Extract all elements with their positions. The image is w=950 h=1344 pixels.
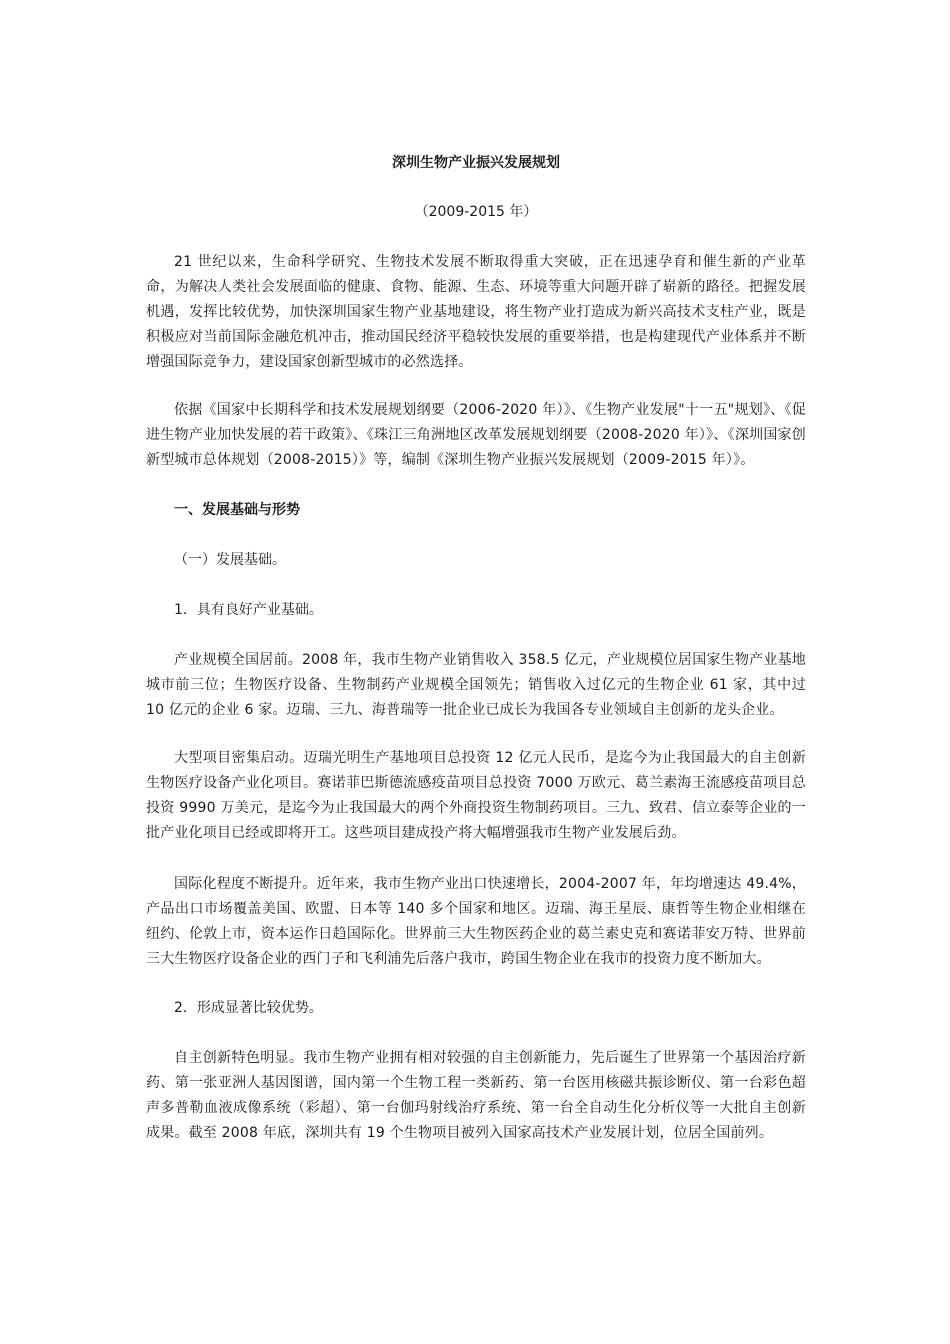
- document-subtitle: （2009-2015 年）: [414, 204, 538, 220]
- paragraph-internationalization: 国际化程度不断提升。近年来，我市生物产业出口快速增长，2004-2007 年，年均增速达 49.4%，产品出口市场覆盖美国、欧盟、日本等 140 多个国家和地区。迈瑞、海王星辰、康哲等生物企业相继在纽约、伦敦上市，资本运作日趋国际化。世界前三大生物医药企业的葛兰素史克和赛诺菲安万特、世界前三大生物医疗设备企业的西门子和飞利浦先后落户我市，跨国生物企业在我市的投资力度不断加大。: [146, 876, 806, 967]
- paragraph-major-projects: 大型项目密集启动。迈瑞光明生产基地项目总投资 12 亿元人民币，是迄今为止我国最大的自主创新生物医疗设备产业化项目。赛诺菲巴斯德流感疫苗项目总投资 7000 万欧元、葛兰素海王流感疫苗项目总投资 9990 万美元，是迄今为止我国最大的两个外商投资生物制药项目。三九、致君、信立泰等企业的一批产业化项目已经或即将开工。这些项目建成投产将大幅增强我市生物产业发展后劲。: [146, 750, 806, 841]
- paragraph-innovation: 自主创新特色明显。我市生物产业拥有相对较强的自主创新能力，先后诞生了世界第一个基因治疗新药、第一张亚洲人基因图谱，国内第一个生物工程一类新药、第一台医用核磁共振诊断仪、第一台彩色超声多普勒血液成像系统（彩超）、第一台伽玛射线治疗系统、第一台全自动生化分析仪等一大批自主创新成果。截至 2008 年底，深圳共有 19 个生物项目被列入国家高技术产业发展计划，位居全国前列。: [146, 1050, 806, 1141]
- paragraph-industry-scale: 产业规模全国居前。2008 年，我市生物产业销售收入 358.5 亿元，产业规模位居国家生物产业基地城市前三位；生物医疗设备、生物制药产业规模全国领先；销售收入过亿元的生物企业 61 家，其中过 10 亿元的企业 6 家。迈瑞、三九、海普瑞等一批企业已成长为我国各专业领域自主创新的龙头企业。: [146, 652, 806, 718]
- document-title: 深圳生物产业振兴发展规划: [392, 155, 560, 171]
- item-heading-1: 1．具有良好产业基础。: [174, 602, 323, 618]
- intro-paragraph-2: 依据《国家中长期科学和技术发展规划纲要（2006-2020 年）》、《生物产业发展"十一五"规划》、《促进生物产业加快发展的若干政策》、《珠江三角洲地区改革发展规划纲要（2008-2020 年）》、《深圳国家创新型城市总体规划（2008-2015）》等，编制《深圳生物产业振兴发展规划（2009-2015 年）》。: [146, 402, 806, 468]
- section-heading-1: 一、发展基础与形势: [174, 502, 300, 518]
- intro-paragraph-1: 21 世纪以来，生命科学研究、生物技术发展不断取得重大突破，正在迅速孕育和催生新的产业革命，为解决人类社会发展面临的健康、食物、能源、生态、环境等重大问题开辟了崭新的路径。把握发展机遇，发挥比较优势，加快深圳国家生物产业基地建设，将生物产业打造成为新兴高技术支柱产业，既是积极应对当前国际金融危机冲击，推动国民经济平稳较快发展的重要举措，也是构建现代产业体系并不断增强国际竞争力，建设国家创新型城市的必然选择。: [146, 254, 806, 370]
- subsection-heading-1: （一）发展基础。: [174, 552, 286, 568]
- item-heading-2: 2．形成显著比较优势。: [174, 1000, 323, 1016]
